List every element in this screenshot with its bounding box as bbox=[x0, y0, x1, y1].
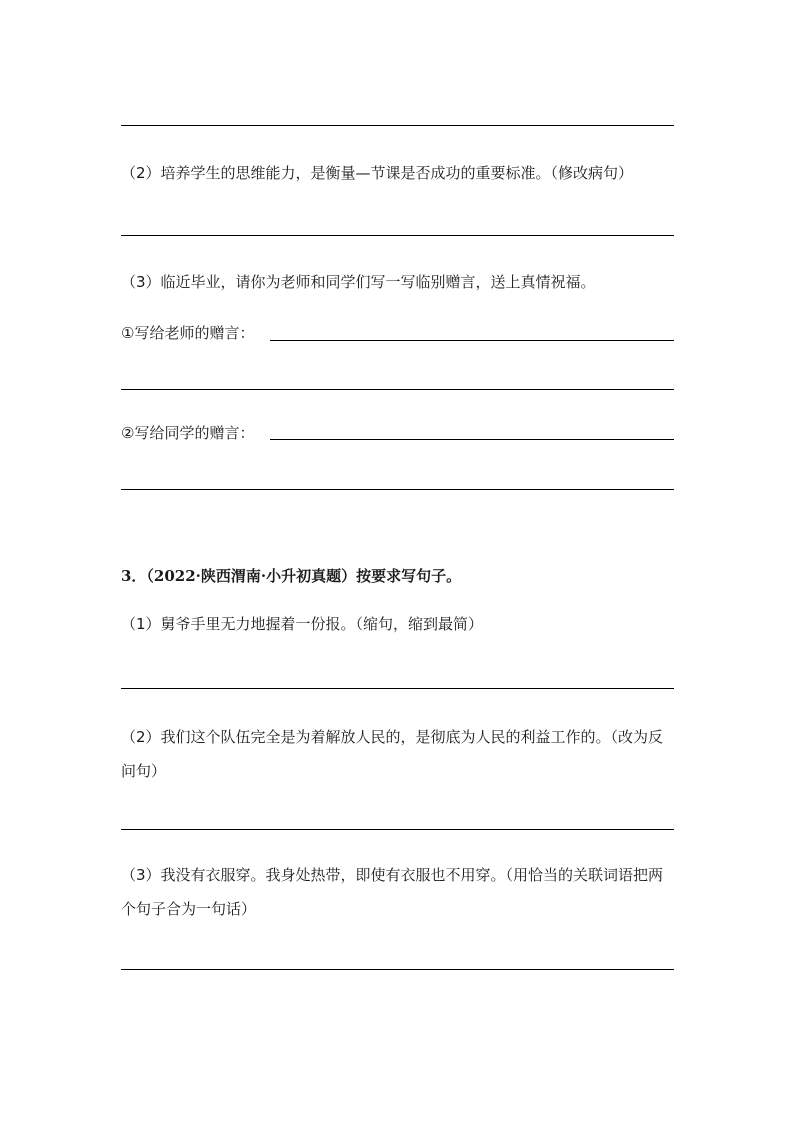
answer-line-classmate bbox=[270, 439, 674, 440]
question-3-2: （2）我们这个队伍完全是为着解放人民的，是彻底为人民的利益工作的。（改为反问句） bbox=[121, 728, 664, 780]
answer-line-2-2 bbox=[121, 235, 674, 236]
answer-line-3-3 bbox=[121, 969, 674, 970]
section-3-heading: 3．（2022·陕西渭南·小升初真题）按要求写句子。 bbox=[121, 567, 462, 585]
answer-line-classmate-2 bbox=[121, 489, 674, 490]
answer-line-3-1 bbox=[121, 688, 674, 689]
answer-line-teacher-2 bbox=[121, 389, 674, 390]
answer-line-teacher bbox=[270, 340, 674, 341]
item-2-label: ②写给同学的赠言： bbox=[121, 424, 255, 442]
answer-line-top bbox=[121, 125, 674, 126]
question-3-1: （1）舅爷手里无力地握着一份报。（缩句，缩到最简） bbox=[121, 615, 484, 633]
question-3-3: （3）我没有衣服穿。我身处热带，即使有衣服也不用穿。（用恰当的关联词语把两个句子合为一句话） bbox=[121, 866, 664, 918]
question-2-3: （3）临近毕业，请你为老师和同学们写一写临别赠言，送上真情祝福。 bbox=[121, 273, 596, 291]
question-2-2: （2）培养学生的思维能力，是衡量—节课是否成功的重要标准。（修改病句） bbox=[121, 164, 634, 182]
answer-line-3-2 bbox=[121, 829, 674, 830]
item-1-label: ①写给老师的赠言： bbox=[121, 324, 255, 342]
